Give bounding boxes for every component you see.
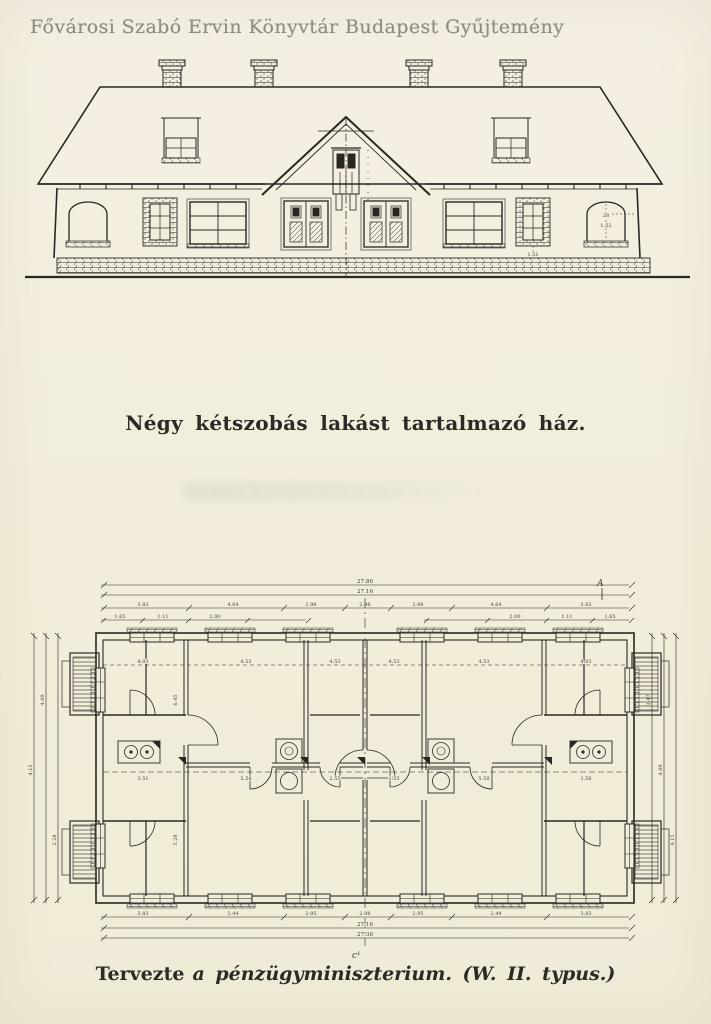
arch-width-dim: 28 — [602, 213, 610, 219]
dim-label: 3.51 — [137, 776, 149, 782]
dim-label: 3.83 — [137, 911, 149, 917]
dim-label: 2.00 — [209, 614, 221, 620]
plan-caption-italic: a pénzügyminiszterium. (W. II. typus.) — [192, 963, 616, 985]
stove-left — [118, 741, 160, 763]
plinth — [57, 258, 650, 273]
stove-right — [570, 741, 612, 763]
dim-label: 4.09 — [658, 764, 664, 776]
chimney-4 — [500, 60, 526, 87]
six-pane-window-right — [443, 199, 505, 248]
chimney-1 — [159, 60, 185, 87]
elevation-drawing — [25, 60, 690, 277]
dim-label: 3.83 — [580, 602, 592, 608]
dim-label: 1.11 — [157, 614, 169, 620]
dim-label: 2.98 — [359, 911, 371, 917]
arched-opening-left — [66, 202, 110, 247]
facade-edges — [54, 188, 640, 258]
dim-label: 5.28 — [173, 834, 179, 846]
dim-label: 4.64 — [490, 602, 502, 608]
library-watermark: Fővárosi Szabó Ervin Könyvtár Budapest Gyűjtemény — [30, 16, 565, 38]
dim-label: 6.45 — [173, 694, 179, 706]
floor-plan-drawing — [28, 579, 679, 961]
dim-label: 4.53 — [478, 659, 490, 665]
dim-label: 4.03 — [580, 659, 592, 665]
dim-label: 2.98 — [412, 602, 424, 608]
plan-caption — [0, 963, 711, 985]
dim-label: 3.83 — [580, 911, 592, 917]
dim-label: 4.03 — [137, 659, 149, 665]
dim-label: 2.44 — [490, 911, 502, 917]
dim-label: 4.53 — [388, 659, 400, 665]
double-door-left — [281, 198, 331, 250]
dim-label: 5.58 — [240, 776, 252, 782]
plan-caption-prefix: Tervezte — [95, 963, 185, 985]
dim-label: 4.53 — [240, 659, 252, 665]
brick-window-left — [143, 198, 177, 246]
dim-label: 2.98 — [305, 602, 317, 608]
window-axis-dim: 1.51 — [527, 252, 539, 258]
hipped-roof — [38, 87, 662, 184]
double-door-right — [361, 198, 411, 250]
chimney-2 — [251, 60, 277, 87]
dim-bottom-subtotal: 27.16 — [356, 922, 374, 928]
dim-label: 2.95 — [305, 911, 317, 917]
dim-label: 2.28 — [52, 834, 58, 846]
dim-label: 2.98 — [359, 602, 371, 608]
dimension-lines-bottom — [101, 911, 635, 941]
dim-label: 2.00 — [509, 614, 521, 620]
dim-label: 2.95 — [412, 911, 424, 917]
dim-bottom-total: 27.36 — [356, 932, 374, 938]
dim-label: 2.55 — [329, 776, 341, 782]
boiler-right — [428, 739, 454, 793]
chimney-3 — [406, 60, 432, 87]
dim-label: 4.53 — [329, 659, 341, 665]
section-marker-a: A — [597, 579, 604, 589]
dim-top-total: 27.86 — [356, 579, 374, 585]
dim-label: 3.83 — [137, 602, 149, 608]
brick-window-right — [516, 198, 550, 258]
arch-height-dim: 1.52 — [600, 223, 612, 229]
arched-opening-right — [584, 202, 634, 247]
elevation-caption: Négy kétszobás lakást tartalmazó ház. — [125, 411, 586, 435]
dim-top-subtotal: 27.16 — [356, 589, 374, 595]
dim-label: 1.65 — [114, 614, 126, 620]
dimension-lines-top — [101, 579, 635, 623]
dim-label: 4.15 — [670, 834, 676, 846]
dim-label: 2.44 — [227, 911, 239, 917]
section-marker-c1: c¹ — [352, 951, 361, 961]
dim-label: 1.11 — [561, 614, 573, 620]
boiler-left — [276, 739, 302, 793]
dim-label: 4.09 — [40, 694, 46, 706]
six-pane-window-left — [187, 199, 249, 248]
dimension-lines-left — [28, 633, 61, 903]
dim-label: 1.65 — [604, 614, 616, 620]
dim-label: 2.55 — [388, 776, 400, 782]
ink-bleedthrough — [182, 481, 502, 501]
dim-label: 5.58 — [478, 776, 490, 782]
dim-label: 4.64 — [227, 602, 239, 608]
dim-label: 3.56 — [580, 776, 592, 782]
dim-label: 4.15 — [28, 764, 34, 776]
